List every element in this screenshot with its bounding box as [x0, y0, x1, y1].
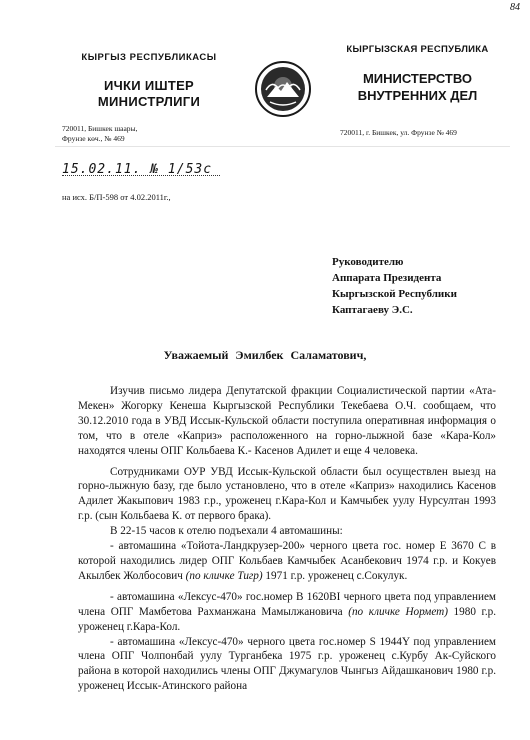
recipient-line-4: Каптагаеву Э.С.	[332, 304, 413, 316]
recipient-line-3: Кыргызской Республики	[332, 288, 457, 300]
header-left-address-line1: 720011, Бишкек шаары,	[62, 124, 138, 133]
vehicle-item-2-text-a: - автомашина «Лексус-470» гос.номер B 1620BI черного цвета под управлением члена ОПГ Мамбетова Рахманжана Мамылжановича	[78, 590, 496, 618]
header-left-address-line2: Фрунзе көч., № 469	[62, 134, 125, 143]
paragraph-1: Изучив письмо лидера Депутатской фракции Социалистической партии «Ата-Мекен» Жогорку Кенеша Кыргызской Республики Текебаева О.Ч. сообщаем, что 30.12.2010 года в УВД Иссык-Кульской области поступила оперативная информация о том, что в отеле «Каприз» расположенного на горно-лыжной базе «Кара-Кол» находятся члены ОПГ Кольбаева К.- Касенов Адилет и еще 4 человека.	[78, 385, 496, 457]
recipient-block	[332, 254, 457, 318]
vehicle-item-1-nickname: (по кличке Тигр)	[185, 569, 263, 582]
header-left-ministry	[68, 78, 230, 110]
header-left-republic: КЫРГЫЗ РЕСПУБЛИКАСЫ	[81, 52, 217, 63]
header-divider	[55, 146, 510, 147]
letter-body	[78, 384, 496, 694]
state-emblem-icon	[254, 60, 312, 118]
vehicle-item-1	[78, 539, 496, 584]
page-number: 84	[510, 2, 520, 13]
header-left-ministry-line1: ИЧКИ ИШТЕР	[103, 78, 195, 93]
header-right-ministry-line1: МИНИСТЕРСТВО	[362, 71, 473, 86]
recipient-line-2: Аппарата Президента	[332, 272, 442, 284]
header-left-ministry-line2: МИНИСТРЛИГИ	[97, 94, 201, 109]
reference-line: на исх. Б/П-598 от 4.02.2011г.,	[62, 192, 171, 202]
header-left-address	[62, 124, 137, 144]
paragraph-2: Сотрудниками ОУР УВД Иссык-Кульской области был осуществлен выезд на горно-лыжную базу, где было установлено, что в отеле «Каприз» находились Касенов Адилет Жакыпович 1983 г.р., уроженец г.Кара-Кол и Камчыбек уулу Нурсултан 1993 г.р. (сын Кольбаева К. от первого брака).	[78, 465, 496, 523]
header-right-ministry	[325, 70, 510, 104]
header-right-republic: КЫРГЫЗСКАЯ РЕСПУБЛИКА	[346, 44, 489, 55]
header-right-ministry-line2: ВНУТРЕННИХ ДЕЛ	[357, 88, 478, 103]
vehicle-item-1-text-a: - автомашина «Тойота-Ландкрузер-200» черного цвета гос. номер Е 3670 С в которой находились лидер ОПГ Кольбаев Камчыбек Асанбекович 1974 г.р. и Кокуев Акылбек Жолбосович	[78, 540, 496, 582]
vehicle-item-3: - автомашина «Лексус-470» черного цвета гос.номер S 1944Y под управлением члена ОПГ Чолпонбай уулу Турганбека 1975 г.р. уроженец с.Курбу Ак-Суйского района в которой находились члены ОПГ Джумагулов Чынгыз Айдашканович 1980 г.р. уроженец Иссык-Атинского района	[78, 635, 496, 693]
registration-number: 15.02.11. № 1/53с	[62, 162, 213, 177]
vehicle-item-1-text-b: 1971 г.р. уроженец с.Сокулук.	[262, 569, 408, 582]
vehicle-item-2	[78, 590, 496, 635]
paragraph-3: В 22-15 часов к отелю подъехали 4 автомашины:	[110, 525, 343, 538]
recipient-line-1: Руководителю	[332, 256, 404, 268]
vehicle-item-2-text-b: 1980 г.р. уроженец г.Кара-Кол.	[78, 605, 497, 633]
greeting: Уважаемый Эмилбек Саламатович,	[163, 348, 367, 362]
registration-underline	[62, 175, 220, 176]
vehicle-item-2-nickname: (по кличке Нормет)	[348, 605, 448, 618]
header-right-address: 720011, г. Бишкек, ул. Фрунзе № 469	[340, 128, 457, 137]
